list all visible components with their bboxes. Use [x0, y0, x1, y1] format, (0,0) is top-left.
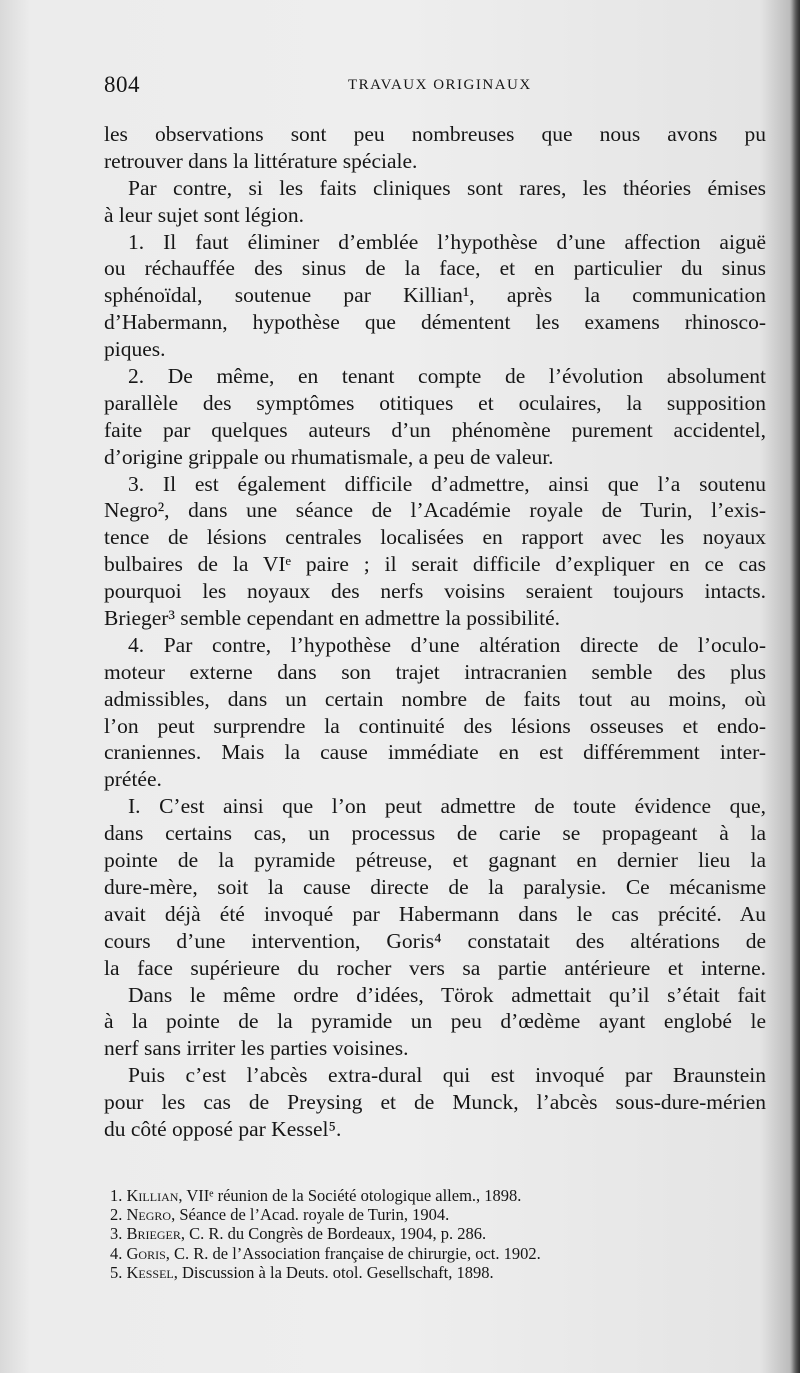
footnote [110, 1263, 750, 1282]
text-line: craniennes. Mais la cause immédiate en est différemment inter- [104, 740, 766, 765]
footnote-author: Brieger [126, 1224, 181, 1244]
footnote [110, 1224, 750, 1243]
text-line: 2. De même, en tenant compte de l’évolution absolument [128, 364, 766, 389]
text-line: tence de lésions centrales localisées en rapport avec les noyaux [104, 525, 766, 550]
footnote-number: 4. [110, 1243, 123, 1263]
text-line: admissibles, dans un certain nombre de faits tout au moins, où [104, 686, 766, 711]
text-line: Brieger³ semble cependant en admettre la possibilité. [104, 606, 560, 631]
text-line: avait déjà été invoqué par Habermann dans le cas précité. Au [104, 901, 766, 926]
footnote [110, 1186, 750, 1205]
text-line: cours d’une intervention, Goris⁴ constatait des altérations de [104, 928, 766, 953]
running-header [104, 72, 764, 104]
text-line: Puis c’est l’abcès extra-dural qui est invoqué par Braunstein [128, 1063, 766, 1088]
running-title: TRAVAUX ORIGINAUX [348, 77, 532, 93]
footnote [110, 1244, 750, 1263]
text-line: faite par quelques auteurs d’un phénomène purement accidentel, [104, 417, 766, 442]
text-line: sphénoïdal, soutenue par Killian¹, après la communication [104, 283, 766, 308]
footnote-reference: , Séance de l’Acad. royale de Turin, 1904. [171, 1205, 450, 1225]
text-line: parallèle des symptômes otitiques et oculaires, la supposition [104, 390, 766, 415]
text-line: bulbaires de la VIᵉ paire ; il serait difficile d’expliquer en ce cas [104, 552, 766, 577]
text-line: nerf sans irriter les parties voisines. [104, 1036, 409, 1061]
footnote-reference: , C. R. de l’Association française de chirurgie, oct. 1902. [165, 1243, 541, 1263]
text-line: Negro², dans une séance de l’Académie royale de Turin, l’exis- [104, 498, 766, 523]
text-line: 4. Par contre, l’hypothèse d’une altération directe de l’oculo- [128, 632, 766, 657]
text-line: d’origine grippale ou rhumatismale, a peu de valeur. [104, 444, 554, 469]
text-line: du côté opposé par Kessel⁵. [104, 1116, 342, 1141]
text-line: à la pointe de la pyramide un peu d’œdème ayant englobé le [104, 1009, 766, 1034]
footnote-reference: , VIIᵉ réunion de la Société otologique allem., 1898. [178, 1186, 522, 1205]
text-line: I. C’est ainsi que l’on peut admettre de toute évidence que, [128, 794, 766, 819]
text-line: Dans le même ordre d’idées, Törok admettait qu’il s’était fait [128, 982, 766, 1007]
footnote-reference: , Discussion à la Deuts. otol. Gesellschaft, 1898. [173, 1262, 494, 1282]
text-line: pointe de la pyramide pétreuse, et gagnant en dernier lieu la [104, 848, 766, 873]
text-line: les observations sont peu nombreuses que nous avons pu [104, 122, 766, 146]
text-line: l’on peut surprendre la continuité des lésions osseuses et endo- [104, 713, 766, 738]
text-line: la face supérieure du rocher vers sa partie antérieure et interne. [104, 955, 766, 980]
footnote-number: 5. [110, 1262, 123, 1282]
text-line: à leur sujet sont légion. [104, 202, 305, 227]
text-line: 3. Il est également difficile d’admettre, ainsi que l’a soutenu [128, 471, 766, 496]
footnote-author: Negro [126, 1205, 172, 1225]
text-line: d’Habermann, hypothèse que démentent les examens rhinosco- [104, 310, 766, 335]
footnote-number: 2. [110, 1205, 123, 1225]
footnote-author: Goris [126, 1243, 166, 1263]
text-line: retrouver dans la littérature spéciale. [104, 148, 418, 173]
footnote-author: Killian [126, 1186, 179, 1205]
footnotes [110, 1186, 750, 1282]
text-line: ou réchauffée des sinus de la face, et en particulier du sinus [104, 256, 766, 281]
text-line: pourquoi les noyaux des nerfs voisins seraient toujours intacts. [104, 579, 766, 604]
footnote-number: 1. [110, 1186, 123, 1205]
page-binding-shadow [790, 0, 800, 1373]
text-line: pour les cas de Preysing et de Munck, l’abcès sous-dure-mérien [104, 1090, 766, 1115]
footnote-number: 3. [110, 1224, 123, 1244]
footnote [110, 1205, 750, 1224]
text-line: piques. [104, 337, 166, 362]
footnote-reference: , C. R. du Congrès de Bordeaux, 1904, p. 286. [180, 1224, 487, 1244]
text-line: prétée. [104, 767, 162, 792]
text-line: Par contre, si les faits cliniques sont rares, les théories émises [128, 175, 766, 200]
text-line: 1. Il faut éliminer d’emblée l’hypothèse d’une affection aiguë [128, 229, 766, 254]
text-line: dure-mère, soit la cause directe de la paralysie. Ce mécanisme [104, 874, 766, 899]
text-line: moteur externe dans son trajet intracranien semble des plus [104, 659, 766, 684]
footnote-author: Kessel [126, 1262, 174, 1282]
text-line: dans certains cas, un processus de carie se propageant à la [104, 821, 766, 846]
page-number: 804 [104, 72, 140, 97]
body-text [104, 121, 766, 1143]
